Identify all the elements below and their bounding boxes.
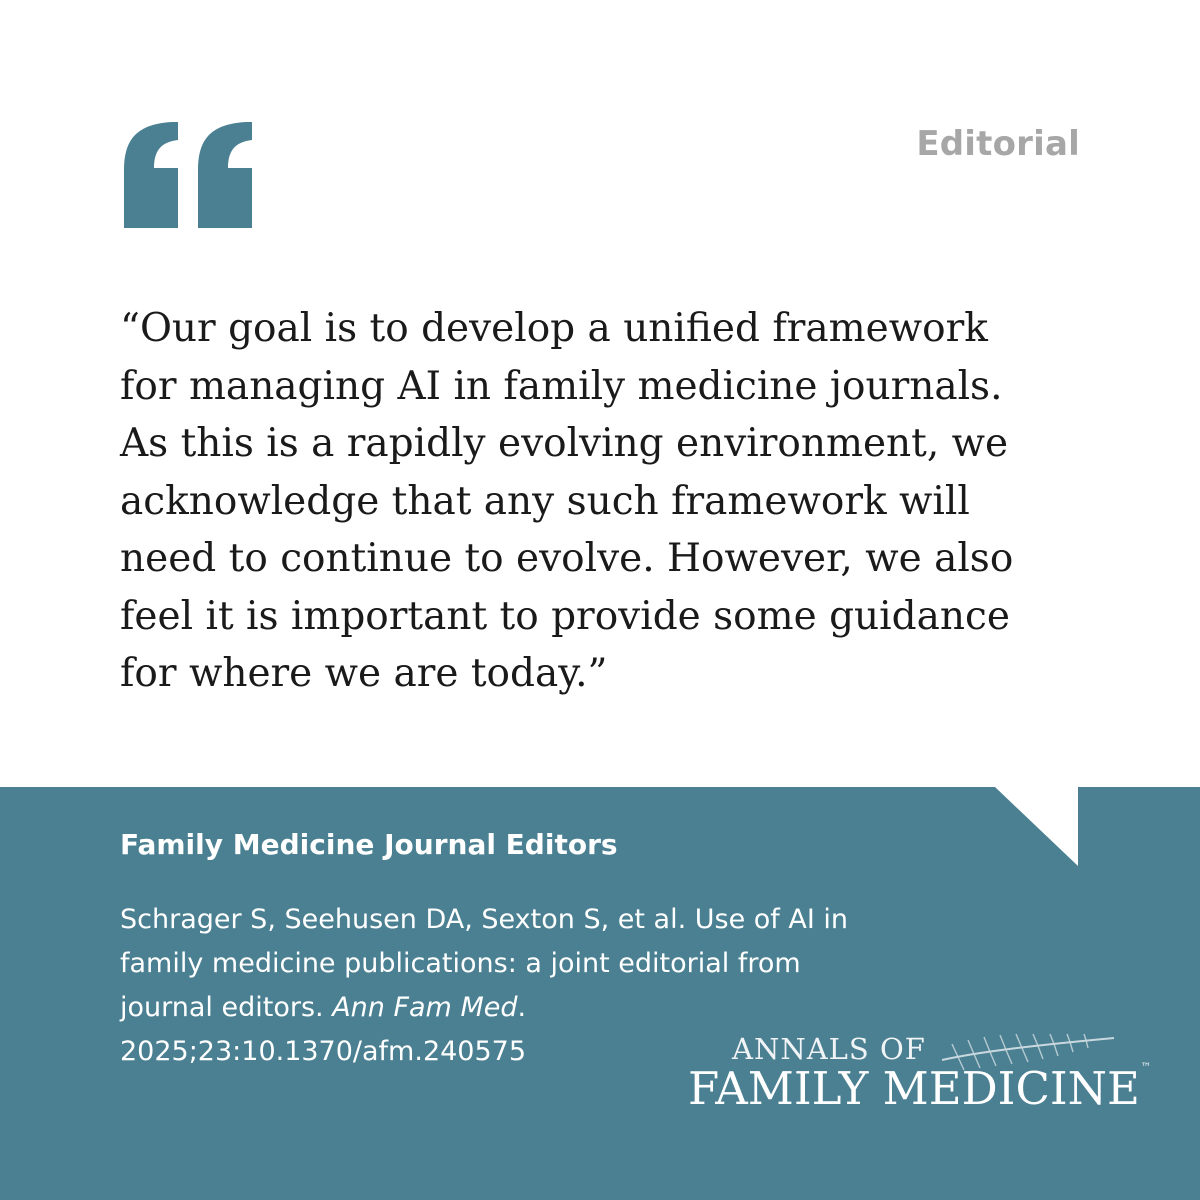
journal-logo bbox=[688, 1032, 1151, 1122]
citation-text: journal editors. bbox=[120, 992, 333, 1023]
citation-doi: 2025;23:10.1370/afm.240575 bbox=[120, 1036, 527, 1067]
quote-line: acknowledge that any such framework will bbox=[120, 478, 970, 524]
quote-line: need to continue to evolve. However, we also bbox=[120, 536, 1014, 581]
logo-line-1: ANNALS OF bbox=[732, 1032, 926, 1066]
citation-line: Schrager S, Seehusen DA, Sexton S, et al. Use of AI in bbox=[120, 904, 848, 935]
section-tag: Editorial bbox=[916, 124, 1080, 164]
logo-text: FAMILY MEDICINE bbox=[688, 1062, 1140, 1115]
quote-line: As this is a rapidly evolving environment, we bbox=[120, 421, 1009, 466]
trademark: ™ bbox=[1140, 1062, 1151, 1073]
author-name: Family Medicine Journal Editors bbox=[120, 828, 618, 861]
citation-line bbox=[120, 986, 1060, 1030]
quote-line: “Our goal is to develop a unified framework bbox=[120, 306, 988, 351]
quote-line: for where we are today.” bbox=[120, 651, 608, 696]
journal-name: Ann Fam Med bbox=[332, 992, 518, 1023]
logo-line-2 bbox=[688, 1062, 1151, 1115]
citation-text: . bbox=[517, 992, 527, 1023]
quote-line: feel it is important to provide some guidance bbox=[120, 593, 1010, 639]
citation-line: family medicine publications: a joint editorial from bbox=[120, 948, 801, 979]
quote-line: for managing AI in family medicine journals. bbox=[120, 363, 1003, 409]
